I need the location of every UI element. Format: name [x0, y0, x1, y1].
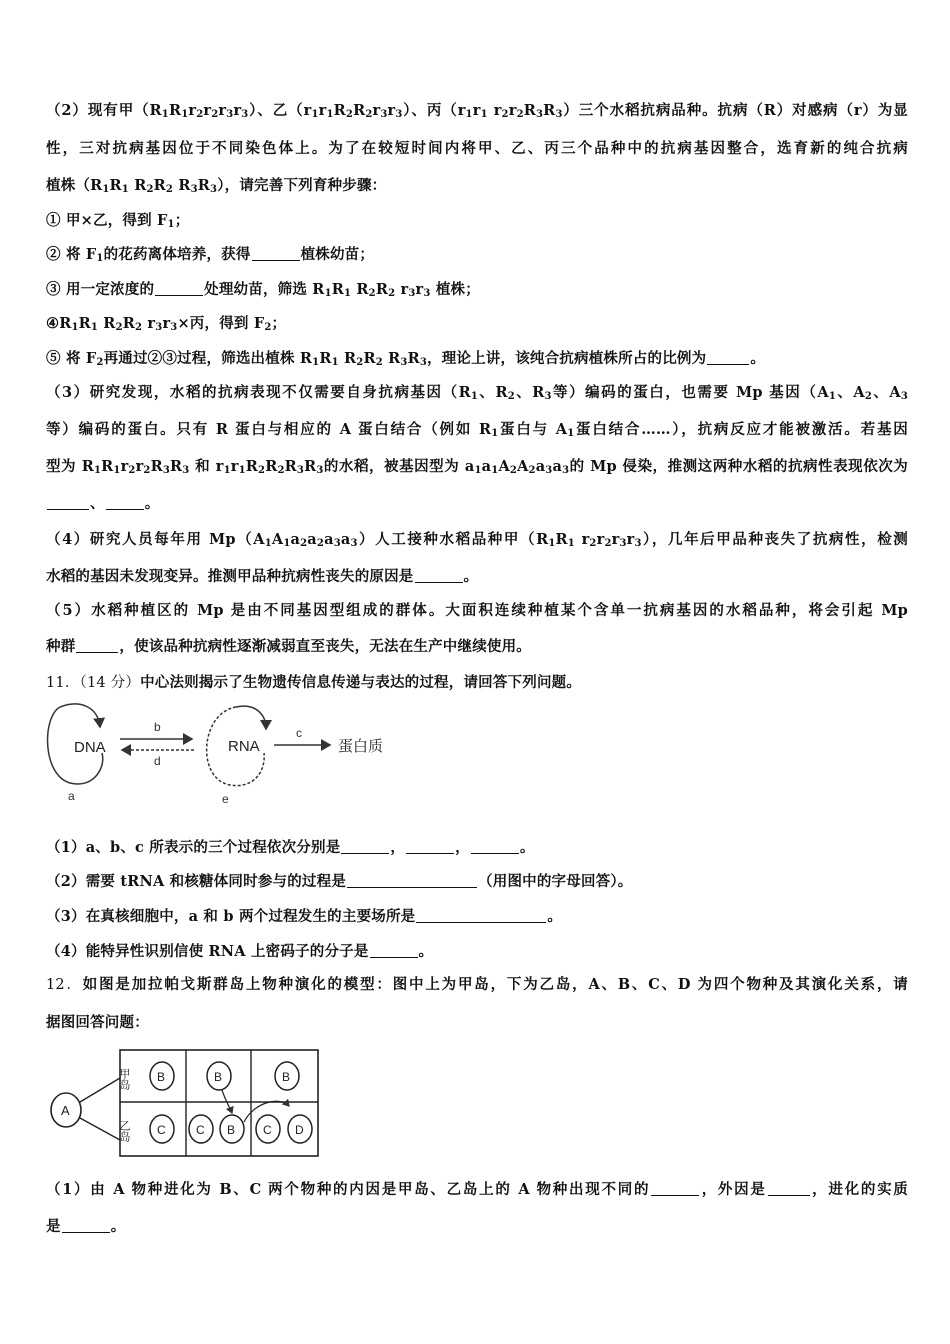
answer-blank[interactable]	[370, 943, 418, 958]
answer-blank[interactable]	[252, 246, 300, 261]
q12-heading-1: 12．如图是加拉帕戈斯群岛上物种演化的模型：图中上为甲岛，下为乙岛，A、B、C、D 为四个物种及其演化关系，请	[46, 976, 908, 993]
q10-step3: ③ 用一定浓度的 处理幼苗，筛选 $R_1R_1$ $R_2R_2$ $r_3r_3$ 植株；	[46, 281, 480, 299]
species-b-label: B	[214, 1070, 223, 1084]
island-jia-label: 甲岛	[118, 1068, 130, 1090]
central-dogma-diagram	[40, 697, 410, 809]
label-b: b	[154, 720, 161, 734]
protein-label: 蛋白质	[338, 738, 384, 755]
q10-p3-line4: 、 。	[46, 494, 908, 514]
q12-heading-2: 据图回答问题：	[46, 1014, 149, 1031]
answer-blank[interactable]	[347, 873, 477, 888]
q10-p4-line1: （4）研究人员每年用 $Mp(A_1A_1a_2a_2a_3a_3)$人工接种水稻品种甲（$R_1R_1$ $r_2r_2r_3r_3$），几年后甲品种丧失了抗病性，检测	[46, 531, 908, 549]
label-a: a	[68, 789, 75, 803]
q10-p2-line3: 植株（$R_1R_1$ $R_2R_2$ $R_3R_3$），请完善下列育种步骤：	[46, 177, 387, 195]
q10-p3-line2: 等）编码的蛋白。只有 R 蛋白与相应的 A 蛋白结合（例如 $R_1$蛋白与 $A_1$蛋白结合……），抗病反应才能被激活。若基因	[46, 421, 908, 439]
label-d: d	[154, 754, 161, 768]
q10-p3-line1: （3）研究发现，水稻的抗病表现不仅需要自身抗病基因（$R_1$、$R_2$、$R_3$等）编码的蛋白，也需要 Mp 基因（$A_1$、$A_2$、$A_3$	[46, 384, 909, 402]
answer-blank[interactable]	[406, 839, 454, 854]
label-e: e	[222, 792, 229, 806]
q11-sub2: （2）需要 tRNA 和核糖体同时参与的过程是 （用图中的字母回答）。	[46, 873, 633, 890]
q10-p2-line2: 性，三对抗病基因位于不同染色体上。为了在较短时间内将甲、乙、丙三个品种中的抗病基因整合，选育新的纯合抗病	[46, 140, 908, 157]
q10-p3-line3: 型为 $R_1R_1r_2r_2R_3R_3$ 和 $r_1r_1R_2R_2R_3R_3$的水稻，被基因型为 $a_1a_1A_2A_2a_3a_3$的 Mp 侵染，推测这两种水稻的抗病性表现依次为	[46, 458, 908, 476]
q10-p4-line2: 水稻的基因未发现变异。推测甲品种抗病性丧失的原因是 。	[46, 568, 479, 585]
answer-blank[interactable]	[768, 1181, 810, 1196]
answer-blank[interactable]	[76, 638, 118, 653]
q11-heading: 11．（14 分）中心法则揭示了生物遗传信息传递与表达的过程，请回答下列问题。	[46, 674, 582, 691]
branch-to-jia	[80, 1078, 120, 1102]
island-grid	[120, 1050, 318, 1156]
q10-step5: ⑤ 将 $F_2$再通过②③过程，筛选出植株 $R_1R_1$ $R_2R_2$ $R_3R_3$，理论上讲，该纯合抗病植株所占的比例为 。	[46, 350, 766, 368]
q10-p2-line1: （2）现有甲$(R_1R_1r_2r_2r_3r_3)$、乙$(r_1r_1R_2R_2r_3r_3)$、丙（$r_1r_1$ $r_2r_2R_3R_3$）三个水稻抗病品种。抗病（R）对感病（r）为显	[46, 102, 908, 120]
species-b-label: B	[157, 1070, 166, 1084]
species-b-label: B	[282, 1070, 291, 1084]
answer-blank[interactable]	[341, 839, 389, 854]
answer-blank[interactable]	[415, 568, 463, 583]
answer-blank[interactable]	[106, 495, 144, 510]
q10-p5-line2: 种群 ，使该品种抗病性逐渐减弱直至丧失，无法在生产中继续使用。	[46, 638, 532, 655]
q12-sub1-line1: （1）由 A 物种进化为 B、C 两个物种的内因是甲岛、乙岛上的 A 物种出现不同的 ，外因是 ，进化的实质	[46, 1181, 908, 1198]
answer-blank[interactable]	[471, 839, 519, 854]
dna-label: DNA	[74, 739, 106, 756]
island-yi-label: 乙岛	[118, 1120, 130, 1142]
q11-sub3: （3）在真核细胞中，a 和 b 两个过程发生的主要场所是 。	[46, 908, 563, 925]
q11-sub4: （4）能特异性识别信使 RNA 上密码子的分子是 。	[46, 943, 434, 960]
rna-label: RNA	[228, 738, 260, 755]
species-d-label: D	[295, 1123, 304, 1137]
species-c-label: C	[196, 1123, 205, 1137]
answer-blank[interactable]	[62, 1218, 110, 1233]
species-c-label: C	[263, 1123, 272, 1137]
island-evolution-diagram	[44, 1044, 324, 1162]
answer-blank[interactable]	[416, 908, 546, 923]
replication-loop-top	[60, 704, 100, 727]
species-c-label: C	[157, 1123, 166, 1137]
branch-to-yi	[80, 1118, 120, 1140]
answer-blank[interactable]	[707, 350, 749, 365]
answer-blank[interactable]	[155, 281, 203, 296]
label-c: c	[296, 726, 302, 740]
q10-step2: ② 将 $F_1$的花药离体培养，获得 植株幼苗；	[46, 246, 375, 264]
q11-sub1: （1）a、b、c 所表示的三个过程依次分别是 ， ， 。	[46, 839, 535, 856]
q10-step4: $④R_1R_1$ $R_2R_2$ $r_3r_3\times$丙，得到 $F_2$；	[46, 315, 287, 333]
rna-replication-loop-top	[236, 706, 266, 729]
q10-p5-line1: （5）水稻种植区的 Mp 是由不同基因型组成的群体。大面积连续种植某个含单一抗病基因的水稻品种，将会引起 Mp	[46, 602, 908, 619]
species-a-label: A	[61, 1103, 70, 1118]
answer-blank[interactable]	[47, 495, 89, 510]
answer-blank[interactable]	[651, 1181, 699, 1196]
q10-step1: ① 甲×乙，得到 $F_1$；	[46, 212, 190, 230]
species-b-label: B	[227, 1123, 236, 1137]
q12-sub1-line2: 是 。	[46, 1218, 126, 1235]
